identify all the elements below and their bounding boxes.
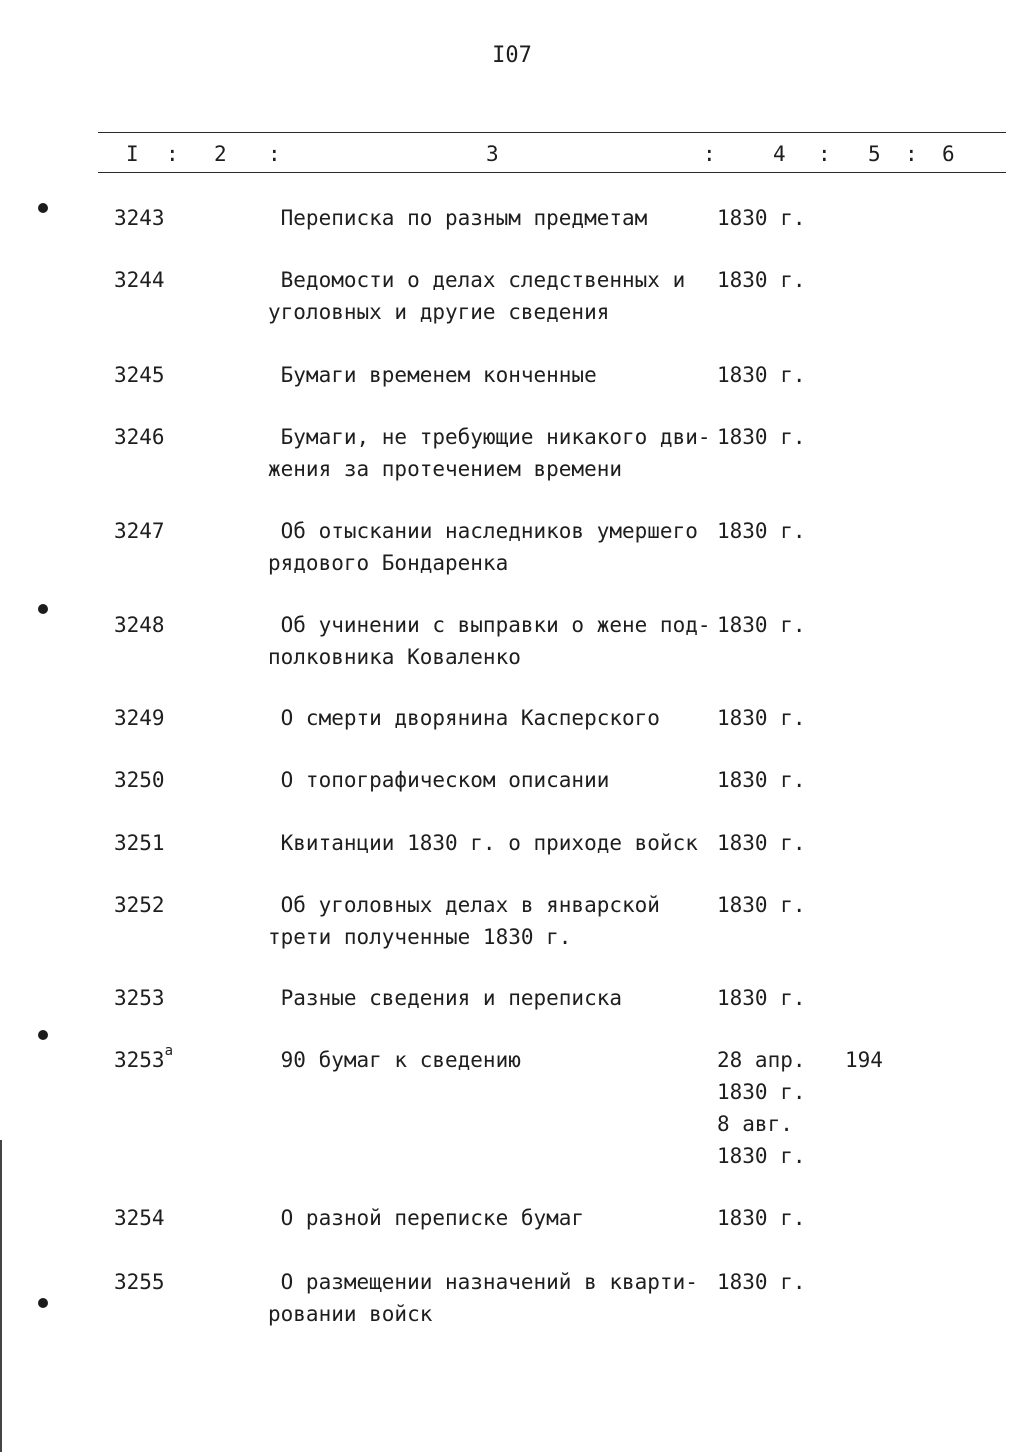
column-header-5: 5 <box>868 142 881 166</box>
entry-title: О размещении назначений в кварти- ровании войск <box>268 1270 698 1326</box>
entry-number: 3247 <box>114 519 165 543</box>
entry-title: О топографическом описании <box>268 768 610 792</box>
entry-number: 3249 <box>114 706 165 730</box>
entry-title: Ведомости о делах следственных и уголовных и другие сведения <box>268 268 686 324</box>
entry-title: Об уголовных делах в январской трети полученные 1830 г. <box>268 893 660 949</box>
column-separator: : <box>905 142 918 166</box>
page-edge-line <box>0 1140 2 1452</box>
entry-date: 1830 г. <box>717 986 806 1010</box>
binding-hole-mark <box>38 1030 48 1040</box>
column-separator: : <box>166 142 179 166</box>
entry-number: 3255 <box>114 1270 165 1294</box>
entry-number: 3245 <box>114 363 165 387</box>
entry-number: 3244 <box>114 268 165 292</box>
entry-number: 3248 <box>114 613 165 637</box>
entry-title: Бумаги временем конченные <box>268 363 597 387</box>
entry-date: 1830 г. <box>717 519 806 543</box>
entry-title: Квитанции 1830 г. о приходе войск <box>268 831 698 855</box>
entry-number: $3253^а$ <box>114 1043 174 1072</box>
binding-hole-mark <box>38 604 48 614</box>
entry-title: Об отыскании наследников умершего рядового Бондаренка <box>268 519 698 575</box>
entry-title: 90 бумаг к сведению <box>268 1048 521 1072</box>
column-separator: : <box>268 142 281 166</box>
entry-date: 1830 г. <box>717 425 806 449</box>
column-separator: : <box>818 142 831 166</box>
entry-date: 1830 г. <box>717 1270 806 1294</box>
entry-title: Разные сведения и переписка <box>268 986 623 1010</box>
entry-sheets: 194 <box>845 1048 883 1072</box>
entry-date: 1830 г. <box>717 831 806 855</box>
entry-date: 1830 г. <box>717 1206 806 1230</box>
entry-date: 1830 г. <box>717 268 806 292</box>
entry-date: 28 апр. 1830 г. 8 авг. 1830 г. <box>717 1048 806 1168</box>
entry-date: 1830 г. <box>717 893 806 917</box>
binding-hole-mark <box>38 203 48 213</box>
column-header-3: 3 <box>486 142 499 166</box>
entry-number: 3246 <box>114 425 165 449</box>
column-header-1: I <box>126 142 139 166</box>
column-header-4: 4 <box>773 142 786 166</box>
column-header-6: 6 <box>942 142 955 166</box>
entry-number: 3254 <box>114 1206 165 1230</box>
entry-number: 3251 <box>114 831 165 855</box>
entry-date: 1830 г. <box>717 613 806 637</box>
entry-title: О смерти дворянина Касперского <box>268 706 660 730</box>
entry-number: 3252 <box>114 893 165 917</box>
binding-hole-mark <box>38 1298 48 1308</box>
entry-date: 1830 г. <box>717 206 806 230</box>
entry-date: 1830 г. <box>717 363 806 387</box>
entry-number: 3243 <box>114 206 165 230</box>
entry-number: 3250 <box>114 768 165 792</box>
entry-title: О разной переписке бумаг <box>268 1206 585 1230</box>
column-separator: : <box>703 142 716 166</box>
entry-date: 1830 г. <box>717 768 806 792</box>
entry-title: Бумаги, не требующие никакого дви- жения за протечением времени <box>268 425 711 481</box>
page-number: I07 <box>492 43 532 68</box>
entry-title: Об учинении с выправки о жене под- полковника Коваленко <box>268 613 711 669</box>
entry-number: 3253 <box>114 986 165 1010</box>
entry-date: 1830 г. <box>717 706 806 730</box>
entry-title: Переписка по разным предметам <box>268 206 648 230</box>
column-header-2: 2 <box>214 142 227 166</box>
